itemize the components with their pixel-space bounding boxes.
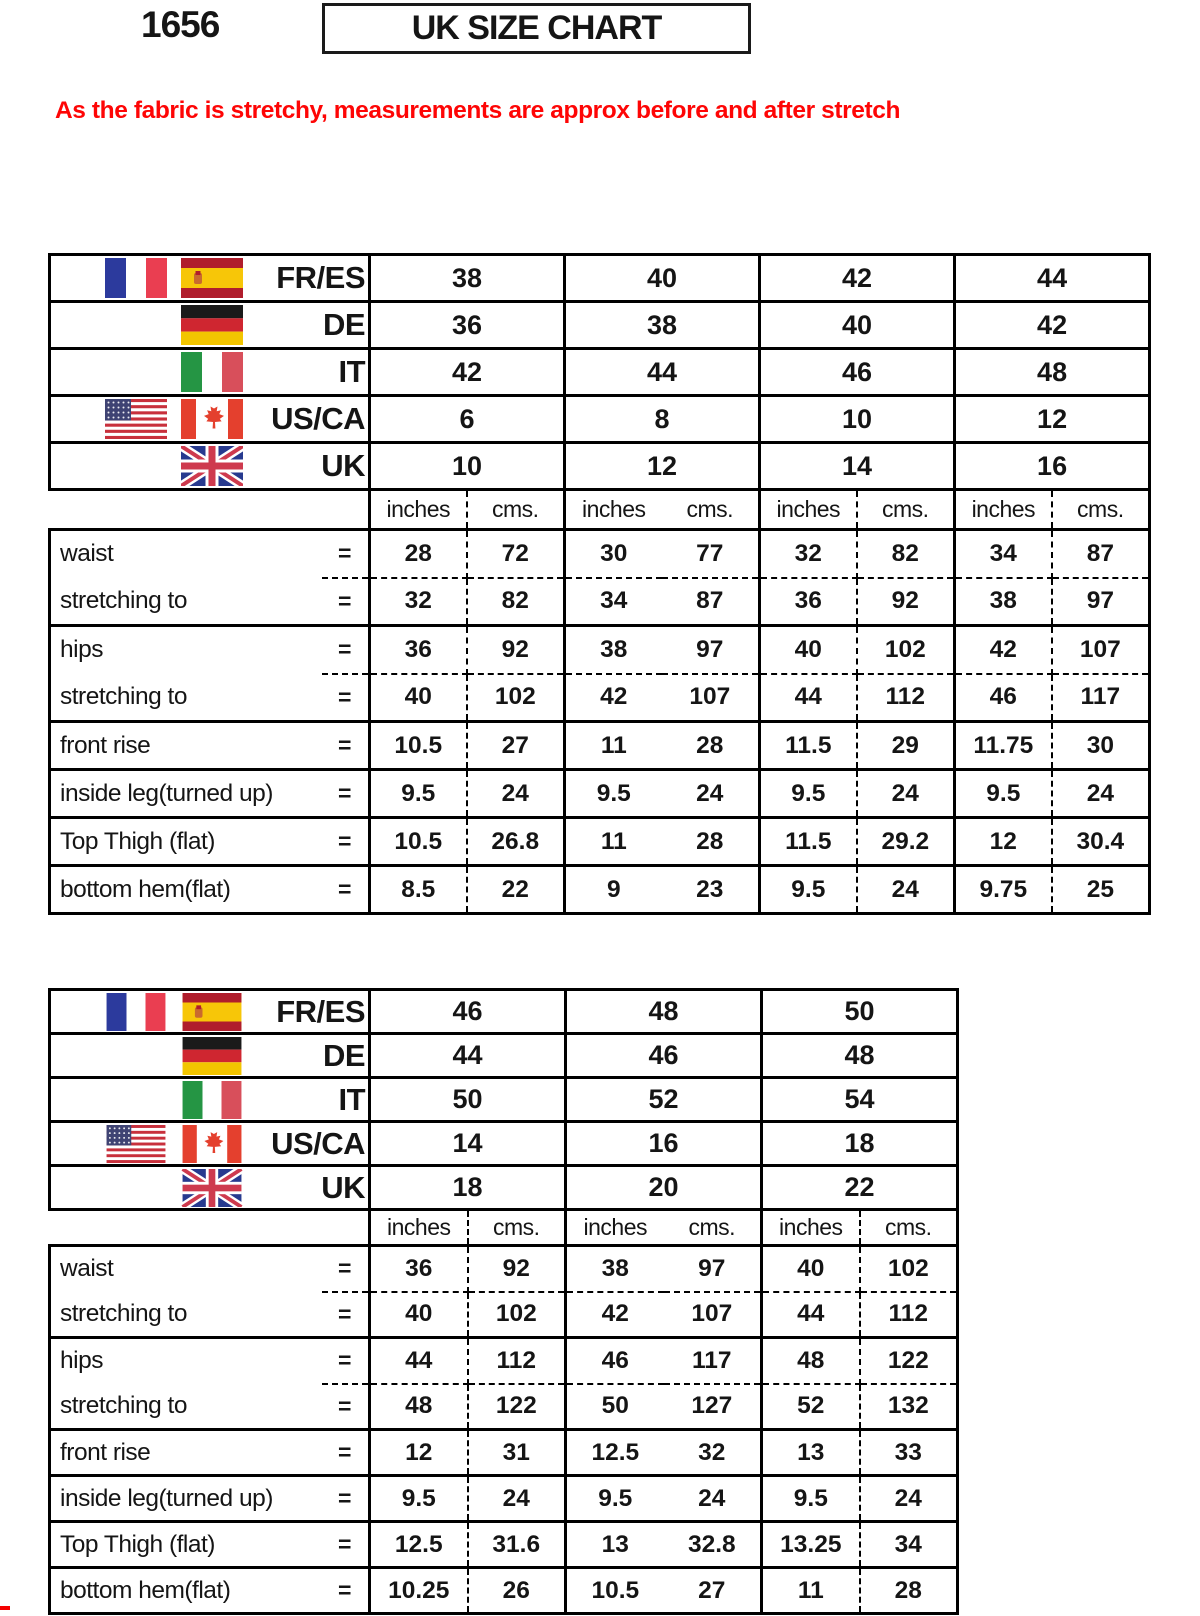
- unit-cms-header: cms.: [857, 490, 955, 530]
- value-inches: 52: [762, 1384, 860, 1430]
- value-cms: 112: [860, 1292, 958, 1338]
- value-cms: 31.6: [468, 1522, 566, 1568]
- flag-uk-icon: [181, 1169, 243, 1207]
- flag-label-wrap: [51, 258, 368, 298]
- value-inches: 44: [762, 1292, 860, 1338]
- measure-row: [50, 1522, 958, 1568]
- size-cell: 48: [955, 349, 1150, 396]
- value-inches: 9.75: [955, 866, 1052, 914]
- size-cell: 12: [955, 396, 1150, 443]
- measure-label: stretching to: [50, 578, 322, 626]
- measure-label: hips: [50, 1338, 322, 1384]
- flag-box: [103, 1081, 243, 1119]
- measure-row: [50, 578, 1150, 626]
- region-label: FR/ES: [276, 993, 366, 1029]
- flag-label-cell: [50, 1122, 370, 1166]
- unit-inches-header: inches: [565, 490, 662, 530]
- measure-row: [50, 1568, 958, 1614]
- measure-label: bottom hem(flat): [50, 866, 322, 914]
- value-inches: 10.5: [370, 818, 467, 866]
- flag-label-cell: [50, 255, 370, 302]
- unit-cms-header: cms.: [860, 1210, 958, 1246]
- size-cell: 14: [370, 1122, 566, 1166]
- value-inches: 8.5: [370, 866, 467, 914]
- unit-inches-header: inches: [955, 490, 1052, 530]
- flag-row: [50, 1078, 958, 1122]
- value-inches: 40: [370, 1292, 468, 1338]
- flag-box: [103, 305, 243, 345]
- value-inches: 36: [370, 626, 467, 674]
- unit-cms-header: cms.: [467, 490, 565, 530]
- size-cell: 54: [762, 1078, 958, 1122]
- flag-canada-icon: [181, 1125, 243, 1163]
- value-inches: 9.5: [760, 866, 857, 914]
- size-cell: 8: [565, 396, 760, 443]
- value-cms: 24: [860, 1476, 958, 1522]
- measure-row: [50, 530, 1150, 578]
- equals-sign: =: [322, 1246, 370, 1292]
- value-cms: 112: [468, 1338, 566, 1384]
- value-cms: 30: [1052, 722, 1150, 770]
- measure-row: [50, 866, 1150, 914]
- flag-usa-icon: [105, 1125, 167, 1163]
- value-inches: 11: [565, 818, 662, 866]
- equals-sign: =: [322, 578, 370, 626]
- size-cell: 18: [370, 1166, 566, 1210]
- unit-inches-header: inches: [762, 1210, 860, 1246]
- value-inches: 48: [762, 1338, 860, 1384]
- equals-sign: =: [322, 1476, 370, 1522]
- region-label: IT: [338, 1081, 366, 1117]
- measure-label: stretching to: [50, 1292, 322, 1338]
- measure-label: inside leg(turned up): [50, 770, 322, 818]
- value-inches: 28: [370, 530, 467, 578]
- stretch-note: As the fabric is stretchy, measurements are approx before and after stretch: [55, 97, 901, 124]
- value-inches: 46: [566, 1338, 664, 1384]
- value-cms: 112: [857, 674, 955, 722]
- flag-row: [50, 255, 1150, 302]
- value-cms: 122: [860, 1338, 958, 1384]
- measure-row: [50, 1430, 958, 1476]
- equals-sign: =: [322, 1384, 370, 1430]
- size-cell: 40: [565, 255, 760, 302]
- size-cell: 10: [760, 396, 955, 443]
- size-cell: 52: [566, 1078, 762, 1122]
- value-cms: 107: [664, 1292, 762, 1338]
- equals-sign: =: [322, 1522, 370, 1568]
- measure-row: [50, 1338, 958, 1384]
- measure-label: Top Thigh (flat): [50, 1522, 322, 1568]
- value-inches: 34: [565, 578, 662, 626]
- size-cell: 42: [955, 302, 1150, 349]
- value-cms: 28: [662, 722, 760, 770]
- value-inches: 9.5: [565, 770, 662, 818]
- measure-label: front rise: [50, 1430, 322, 1476]
- flag-row: [50, 1122, 958, 1166]
- value-cms: 72: [467, 530, 565, 578]
- measure-row: [50, 1476, 958, 1522]
- flag-box: [103, 258, 243, 298]
- unit-inches-header: inches: [760, 490, 857, 530]
- page-title-box: [322, 3, 751, 54]
- flag-germany-icon: [181, 1037, 243, 1075]
- value-inches: 9: [565, 866, 662, 914]
- flag-label-wrap: [51, 399, 368, 439]
- size-cell: 46: [760, 349, 955, 396]
- value-cms: 102: [857, 626, 955, 674]
- value-cms: 87: [1052, 530, 1150, 578]
- value-cms: 92: [468, 1246, 566, 1292]
- value-inches: 9.5: [760, 770, 857, 818]
- size-cell: 20: [566, 1166, 762, 1210]
- flag-box: [103, 399, 243, 439]
- value-inches: 46: [955, 674, 1052, 722]
- value-cms: 24: [664, 1476, 762, 1522]
- value-inches: 9.5: [762, 1476, 860, 1522]
- size-cell: 42: [370, 349, 565, 396]
- value-inches: 11.75: [955, 722, 1052, 770]
- value-inches: 12.5: [370, 1522, 468, 1568]
- measure-row: [50, 626, 1150, 674]
- measure-row: [50, 818, 1150, 866]
- region-label: DE: [322, 1037, 366, 1073]
- value-inches: 9.5: [370, 1476, 468, 1522]
- value-cms: 32.8: [664, 1522, 762, 1568]
- value-inches: 38: [566, 1246, 664, 1292]
- flag-box: [103, 352, 243, 392]
- value-inches: 32: [370, 578, 467, 626]
- measure-row: [50, 1384, 958, 1430]
- size-cell: 48: [762, 1034, 958, 1078]
- measure-label: waist: [50, 530, 322, 578]
- value-cms: 102: [467, 674, 565, 722]
- value-cms: 31: [468, 1430, 566, 1476]
- value-cms: 27: [467, 722, 565, 770]
- value-cms: 92: [467, 626, 565, 674]
- flag-row: [50, 443, 1150, 490]
- flag-italy-icon: [181, 1081, 243, 1119]
- flag-label-cell: [50, 1078, 370, 1122]
- region-label: IT: [338, 354, 366, 389]
- flag-box: [103, 1037, 243, 1075]
- size-cell: 12: [565, 443, 760, 490]
- flag-label-wrap: [51, 446, 368, 486]
- value-cms: 117: [664, 1338, 762, 1384]
- units-row: [50, 490, 1150, 530]
- measure-row: [50, 722, 1150, 770]
- flag-label-cell: [50, 349, 370, 396]
- measure-row: [50, 1246, 958, 1292]
- value-cms: 82: [857, 530, 955, 578]
- value-inches: 11: [565, 722, 662, 770]
- equals-sign: =: [322, 722, 370, 770]
- flag-box: [103, 1125, 243, 1163]
- size-table-uk-18-22: [48, 988, 959, 1615]
- style-code: 1656: [141, 4, 220, 45]
- measure-label: Top Thigh (flat): [50, 818, 322, 866]
- units-spacer: [50, 1210, 370, 1246]
- equals-sign: =: [322, 530, 370, 578]
- value-cms: 87: [662, 578, 760, 626]
- value-cms: 24: [1052, 770, 1150, 818]
- measure-row: [50, 674, 1150, 722]
- value-inches: 9.5: [370, 770, 467, 818]
- unit-cms-header: cms.: [1052, 490, 1150, 530]
- equals-sign: =: [322, 1292, 370, 1338]
- flag-france-icon: [105, 258, 167, 298]
- value-cms: 24: [857, 770, 955, 818]
- page-title: UK SIZE CHART: [411, 9, 662, 47]
- value-cms: 117: [1052, 674, 1150, 722]
- size-cell: 18: [762, 1122, 958, 1166]
- red-corner-mark: [0, 1606, 10, 1610]
- flag-label-wrap: [51, 1037, 368, 1075]
- units-row: [50, 1210, 958, 1246]
- flag-label-wrap: [51, 1169, 368, 1207]
- size-cell: 6: [370, 396, 565, 443]
- units-spacer: [50, 490, 370, 530]
- measure-label: front rise: [50, 722, 322, 770]
- value-inches: 9.5: [566, 1476, 664, 1522]
- value-inches: 34: [955, 530, 1052, 578]
- measure-label: waist: [50, 1246, 322, 1292]
- value-inches: 11.5: [760, 722, 857, 770]
- value-cms: 77: [662, 530, 760, 578]
- value-cms: 102: [468, 1292, 566, 1338]
- value-inches: 40: [762, 1246, 860, 1292]
- value-cms: 33: [860, 1430, 958, 1476]
- value-cms: 29: [857, 722, 955, 770]
- size-table-body-2: [50, 990, 958, 1614]
- value-inches: 44: [370, 1338, 468, 1384]
- size-cell: 42: [760, 255, 955, 302]
- unit-cms-header: cms.: [468, 1210, 566, 1246]
- value-cms: 97: [662, 626, 760, 674]
- value-inches: 30: [565, 530, 662, 578]
- flag-box: [103, 993, 243, 1031]
- region-label: UK: [321, 1169, 366, 1205]
- equals-sign: =: [322, 818, 370, 866]
- value-cms: 28: [860, 1568, 958, 1614]
- size-cell: 40: [760, 302, 955, 349]
- flag-label-cell: [50, 302, 370, 349]
- value-cms: 22: [467, 866, 565, 914]
- flag-france-icon: [105, 993, 167, 1031]
- flag-spain-icon: [181, 993, 243, 1031]
- value-inches: 13: [762, 1430, 860, 1476]
- flag-canada-icon: [181, 399, 243, 439]
- equals-sign: =: [322, 770, 370, 818]
- size-cell: 38: [565, 302, 760, 349]
- value-inches: 12.5: [566, 1430, 664, 1476]
- equals-sign: =: [322, 626, 370, 674]
- value-cms: 23: [662, 866, 760, 914]
- value-inches: 10.25: [370, 1568, 468, 1614]
- flag-label-cell: [50, 1034, 370, 1078]
- size-table-uk-10-16: [48, 253, 1151, 915]
- value-inches: 9.5: [955, 770, 1052, 818]
- size-cell: 22: [762, 1166, 958, 1210]
- equals-sign: =: [322, 866, 370, 914]
- measure-label: stretching to: [50, 674, 322, 722]
- value-cms: 28: [662, 818, 760, 866]
- value-cms: 26.8: [467, 818, 565, 866]
- flag-label-cell: [50, 990, 370, 1034]
- measure-label: bottom hem(flat): [50, 1568, 322, 1614]
- flag-row: [50, 302, 1150, 349]
- flag-row: [50, 990, 958, 1034]
- value-cms: 32: [664, 1430, 762, 1476]
- flag-row: [50, 1166, 958, 1210]
- value-cms: 24: [857, 866, 955, 914]
- region-label: US/CA: [271, 401, 366, 436]
- flag-label-wrap: [51, 352, 368, 392]
- value-cms: 82: [467, 578, 565, 626]
- unit-cms-header: cms.: [662, 490, 760, 530]
- unit-inches-header: inches: [370, 490, 467, 530]
- size-cell: 50: [762, 990, 958, 1034]
- size-cell: 46: [566, 1034, 762, 1078]
- flag-label-wrap: [51, 1081, 368, 1119]
- value-cms: 27: [664, 1568, 762, 1614]
- value-inches: 12: [955, 818, 1052, 866]
- value-cms: 97: [1052, 578, 1150, 626]
- value-inches: 13.25: [762, 1522, 860, 1568]
- size-cell: 38: [370, 255, 565, 302]
- flag-label-wrap: [51, 993, 368, 1031]
- flag-usa-icon: [105, 399, 167, 439]
- flag-label-wrap: [51, 305, 368, 345]
- value-cms: 26: [468, 1568, 566, 1614]
- value-cms: 107: [1052, 626, 1150, 674]
- size-cell: 10: [370, 443, 565, 490]
- flag-row: [50, 396, 1150, 443]
- unit-inches-header: inches: [370, 1210, 468, 1246]
- equals-sign: =: [322, 1568, 370, 1614]
- size-cell: 46: [370, 990, 566, 1034]
- value-cms: 24: [467, 770, 565, 818]
- size-cell: 44: [955, 255, 1150, 302]
- unit-cms-header: cms.: [664, 1210, 762, 1246]
- value-inches: 11: [762, 1568, 860, 1614]
- measure-row: [50, 770, 1150, 818]
- region-label: UK: [321, 448, 366, 483]
- measure-row: [50, 1292, 958, 1338]
- value-inches: 42: [566, 1292, 664, 1338]
- region-label: US/CA: [271, 1125, 366, 1161]
- value-inches: 40: [760, 626, 857, 674]
- flag-germany-icon: [181, 305, 243, 345]
- value-cms: 127: [664, 1384, 762, 1430]
- value-inches: 13: [566, 1522, 664, 1568]
- value-cms: 132: [860, 1384, 958, 1430]
- flag-label-cell: [50, 443, 370, 490]
- value-cms: 34: [860, 1522, 958, 1568]
- value-inches: 36: [370, 1246, 468, 1292]
- value-inches: 42: [955, 626, 1052, 674]
- value-inches: 36: [760, 578, 857, 626]
- unit-inches-header: inches: [566, 1210, 664, 1246]
- measure-label: inside leg(turned up): [50, 1476, 322, 1522]
- value-inches: 12: [370, 1430, 468, 1476]
- value-cms: 97: [664, 1246, 762, 1292]
- value-cms: 30.4: [1052, 818, 1150, 866]
- value-inches: 10.5: [370, 722, 467, 770]
- value-inches: 10.5: [566, 1568, 664, 1614]
- flag-label-cell: [50, 1166, 370, 1210]
- value-inches: 11.5: [760, 818, 857, 866]
- size-cell: 44: [370, 1034, 566, 1078]
- size-table-body-1: [50, 255, 1150, 914]
- value-cms: 92: [857, 578, 955, 626]
- size-cell: 36: [370, 302, 565, 349]
- value-inches: 48: [370, 1384, 468, 1430]
- value-cms: 102: [860, 1246, 958, 1292]
- size-cell: 48: [566, 990, 762, 1034]
- equals-sign: =: [322, 1338, 370, 1384]
- value-cms: 107: [662, 674, 760, 722]
- value-inches: 38: [565, 626, 662, 674]
- flag-row: [50, 349, 1150, 396]
- value-inches: 50: [566, 1384, 664, 1430]
- flag-label-wrap: [51, 1125, 368, 1163]
- flag-italy-icon: [181, 352, 243, 392]
- flag-label-cell: [50, 396, 370, 443]
- equals-sign: =: [322, 674, 370, 722]
- size-cell: 44: [565, 349, 760, 396]
- value-inches: 40: [370, 674, 467, 722]
- measure-label: hips: [50, 626, 322, 674]
- value-cms: 24: [662, 770, 760, 818]
- size-cell: 50: [370, 1078, 566, 1122]
- measure-label: stretching to: [50, 1384, 322, 1430]
- value-cms: 29.2: [857, 818, 955, 866]
- flag-spain-icon: [181, 258, 243, 298]
- value-inches: 32: [760, 530, 857, 578]
- region-label: DE: [322, 307, 366, 342]
- size-cell: 16: [955, 443, 1150, 490]
- value-inches: 44: [760, 674, 857, 722]
- size-cell: 16: [566, 1122, 762, 1166]
- value-inches: 42: [565, 674, 662, 722]
- equals-sign: =: [322, 1430, 370, 1476]
- value-cms: 24: [468, 1476, 566, 1522]
- value-cms: 25: [1052, 866, 1150, 914]
- flag-row: [50, 1034, 958, 1078]
- value-inches: 38: [955, 578, 1052, 626]
- flag-box: [103, 1169, 243, 1207]
- size-cell: 14: [760, 443, 955, 490]
- region-label: FR/ES: [276, 260, 366, 295]
- flag-box: [103, 446, 243, 486]
- flag-uk-icon: [181, 446, 243, 486]
- value-cms: 122: [468, 1384, 566, 1430]
